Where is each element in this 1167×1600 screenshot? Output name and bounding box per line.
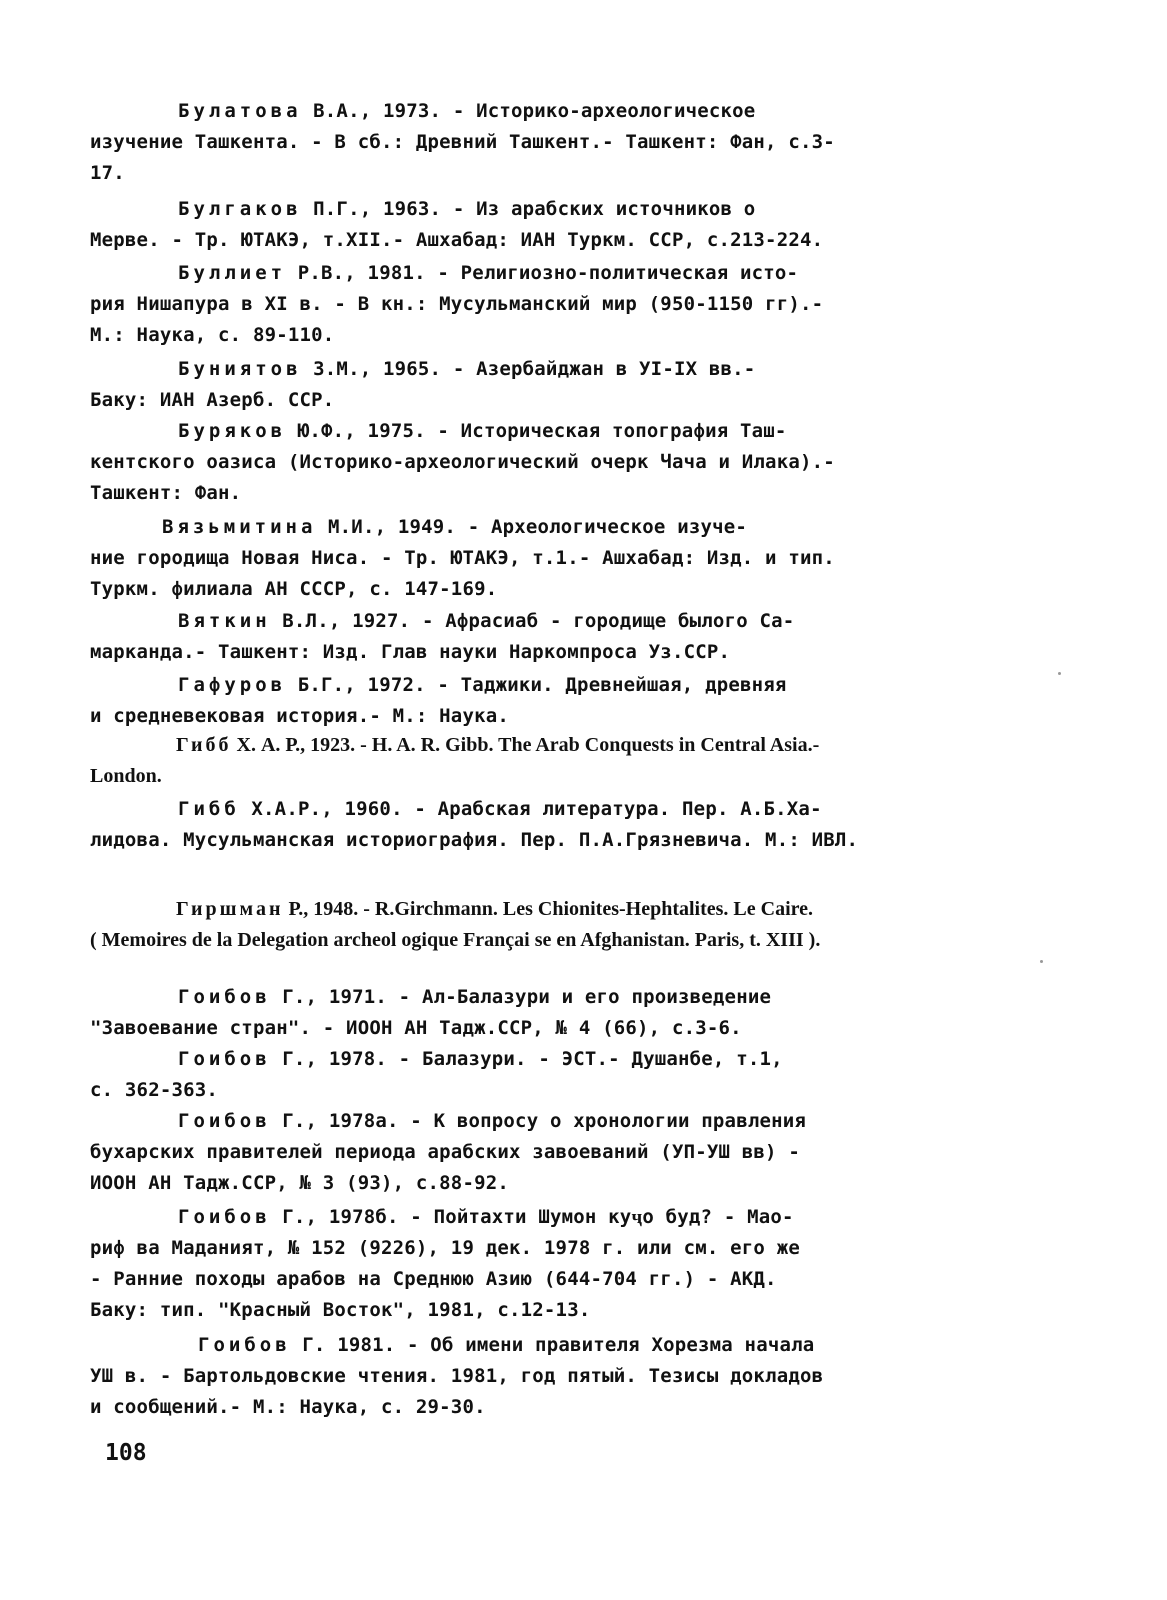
entry-text: Б.Г., 1972. - Таджики. Древнейшая, древняя и средневековая история.- М.: Наука.: [90, 674, 787, 727]
bibliography-entry: [90, 258, 1050, 351]
bibliography-entry: [90, 194, 1050, 256]
entry-author: Гиршман: [176, 898, 284, 920]
bibliography-entry: [90, 730, 1050, 792]
scan-speck: [1040, 960, 1043, 963]
entry-author: Гибб: [178, 798, 240, 820]
entry-text: В.Л., 1927. - Афрасиаб - городище былого Са- марканда.- Ташкент: Изд. Глав науки Наркомпроса Уз.ССР.: [90, 610, 795, 663]
entry-text: М.И., 1949. - Археологическое изуче- ние городища Новая Ниса. - Тр. ЮТАКЭ, т.1.- Ашхабад: Изд. и тип. Туркм. филиала АН СССР, с. 147-169.: [90, 516, 835, 600]
entry-author: Гоибов: [198, 1334, 291, 1356]
entry-author: Вязьмитина: [162, 516, 317, 538]
entry-author: Вяткин: [178, 610, 271, 632]
bibliography-entry: [90, 354, 1050, 416]
entry-text: В.А., 1973. - Историко-археологическое изучение Ташкента. - В сб.: Древний Ташкент.- Ташкент: Фан, с.3- 17.: [90, 100, 835, 184]
entry-author: Булатова: [178, 100, 302, 122]
entry-text: Г. 1981. - Об имени правителя Хорезма начала УШ в. - Бартольдовские чтения. 1981, год пятый. Тезисы докладов и сообщений.- М.: Наука, с. 29-30.: [90, 1334, 824, 1418]
entry-author: Булгаков: [178, 198, 302, 220]
entry-author: Буряков: [178, 420, 287, 442]
entry-author: Гоибов: [178, 1110, 271, 1132]
entry-text: З.М., 1965. - Азербайджан в УI-IX вв.- Баку: ИАН Азерб. ССР.: [90, 358, 756, 411]
entry-text: Х.А.Р., 1960. - Арабская литература. Пер. А.Б.Ха- лидова. Мусульманская историография. Пер. П.А.Грязневича. М.: ИВЛ.: [90, 798, 859, 851]
entry-author: Буниятов: [178, 358, 302, 380]
bibliography-entry: [90, 894, 1050, 956]
entry-author: Буллиет: [178, 262, 287, 284]
bibliography-entry: [90, 416, 1050, 509]
entry-text: Г., 1978б. - Пойтахти Шумон куҷо буд? - Мао- риф ва Маданият, № 152 (9226), 19 дек. 1978 г. или см. его же - Ранние походы арабов на Среднюю Азию (644-704 гг.) - АКД. Баку: тип. "Красный Восток", 1981, с.12-13.: [90, 1206, 800, 1321]
entry-author: Гоибов: [178, 1048, 271, 1070]
entry-text: Х. А. Р., 1923. - H. A. R. Gibb. The Arab Conquests in Central Asia.- London.: [90, 734, 820, 787]
bibliography-entry: [90, 1202, 1050, 1326]
page-number: 108: [105, 1440, 147, 1466]
entry-text: П.Г., 1963. - Из арабских источников о Мерве. - Тр. ЮТАКЭ, т.XII.- Ашхабад: ИАН Туркм. ССР, с.213-224.: [90, 198, 824, 251]
entry-text: Г., 1978. - Балазури. - ЭСТ.- Душанбе, т.1, с. 362-363.: [90, 1048, 783, 1101]
bibliography-entry: [90, 512, 1050, 605]
bibliography-entry: [90, 96, 1050, 189]
entry-author: Гибб: [176, 734, 232, 756]
entry-author: Гафуров: [178, 674, 287, 696]
entry-author: Гоибов: [178, 986, 271, 1008]
entry-text: Г., 1978а. - К вопросу о хронологии правления бухарских правителей периода арабских завоеваний (УП-УШ вв) - ИООН АН Тадж.ССР, № 3 (93), с.88-92.: [90, 1110, 807, 1194]
bibliography-entry: [90, 1330, 1050, 1423]
bibliography-entry: [90, 982, 1050, 1044]
bibliography-entry: [90, 1106, 1050, 1199]
bibliography-entry: [90, 670, 1050, 732]
entry-text: Р., 1948. - R.Girchmann. Les Chionites-Hephtalites. Le Caire. ( Memoires de la Delegation archeol ogique Françai se en Afghanistan. Paris, t. XIII ).: [90, 898, 821, 951]
entry-author: Гоибов: [178, 1206, 271, 1228]
bibliography-entry: [90, 794, 1050, 856]
entry-text: Р.В., 1981. - Религиозно-политическая исто- рия Нишапура в XI в. - В кн.: Мусульманский мир (950-1150 гг).- М.: Наука, с. 89-110.: [90, 262, 824, 346]
entry-text: Г., 1971. - Ал-Балазури и его произведение "Завоевание стран". - ИООН АН Тадж.ССР, № 4 (66), с.3-6.: [90, 986, 772, 1039]
bibliography-entry: [90, 606, 1050, 668]
bibliography-entry: [90, 1044, 1050, 1106]
entry-text: Ю.Ф., 1975. - Историческая топография Таш- кентского оазиса (Историко-археологический очерк Чача и Илака).- Ташкент: Фан.: [90, 420, 835, 504]
scan-speck: [1058, 672, 1061, 675]
